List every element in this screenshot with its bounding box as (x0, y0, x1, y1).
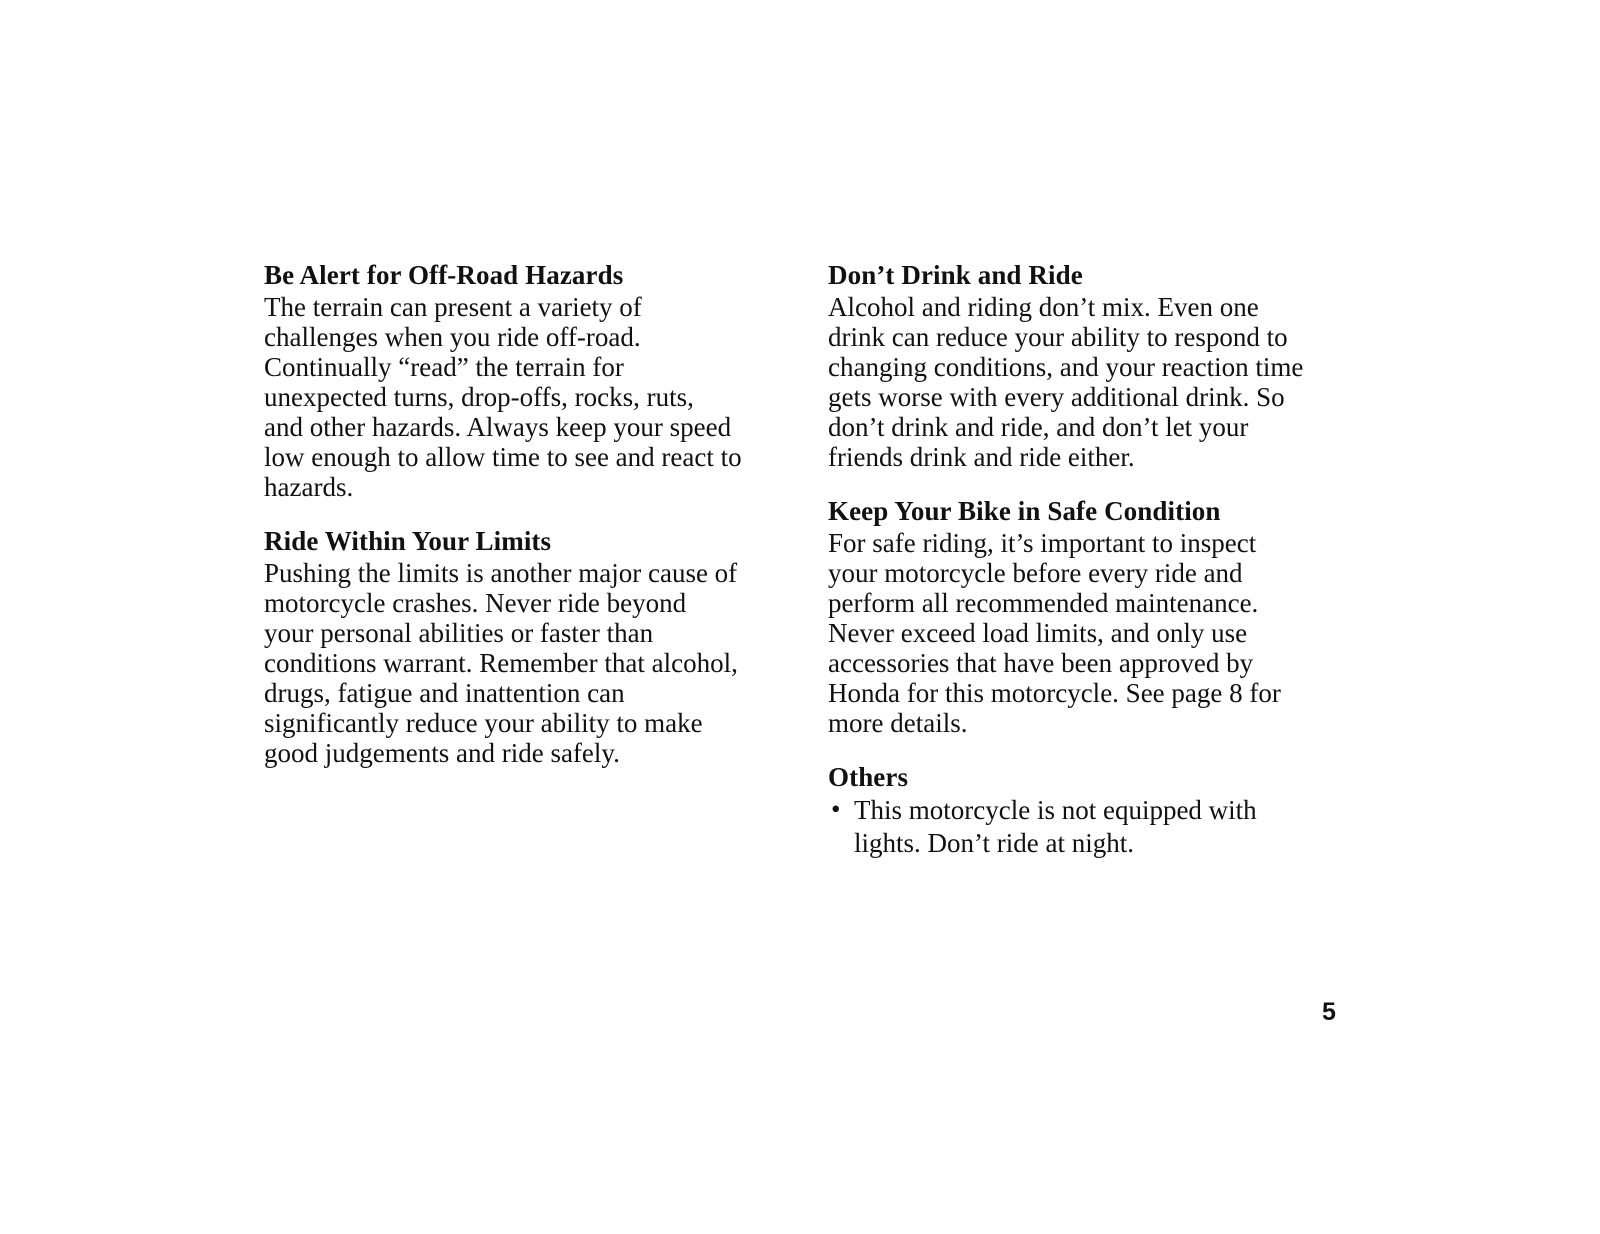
body-line: your personal abilities or faster than (264, 618, 654, 648)
left-column (264, 259, 784, 791)
body-line: good judgements and ride safely. (264, 738, 620, 768)
section-heading: Keep Your Bike in Safe Condition (828, 496, 1221, 526)
section-heading: Don’t Drink and Ride (828, 260, 1083, 290)
body-line: motorcycle crashes. Never ride beyond (264, 588, 687, 618)
body-line: friends drink and ride either. (828, 442, 1135, 472)
body-line: Pushing the limits is another major cause of (264, 558, 738, 588)
body-line: changing conditions, and your reaction time (828, 352, 1304, 382)
section-others (828, 761, 1348, 860)
body-line: drugs, fatigue and inattention can (264, 678, 625, 708)
section-heading: Ride Within Your Limits (264, 526, 552, 556)
section-safe-condition (828, 495, 1348, 738)
body-line: For safe riding, it’s important to inspect (828, 528, 1257, 558)
body-line: Honda for this motorcycle. See page 8 for (828, 678, 1281, 708)
body-line: don’t drink and ride, and don’t let your (828, 412, 1249, 442)
page-number: 5 (1322, 998, 1336, 1026)
section-heading: Others (828, 762, 909, 792)
body-line: and other hazards. Always keep your speed (264, 412, 732, 442)
section-heading: Be Alert for Off-Road Hazards (264, 260, 624, 290)
section-offroad-hazards (264, 259, 784, 502)
body-line: your motorcycle before every ride and (828, 558, 1243, 588)
right-column (828, 259, 1348, 883)
body-line: low enough to allow time to see and react to (264, 442, 742, 472)
body-line: Never exceed load limits, and only use (828, 618, 1248, 648)
body-line: The terrain can present a variety of (264, 292, 642, 322)
section-ride-within-limits (264, 525, 784, 768)
body-line: more details. (828, 708, 968, 738)
body-line: Continually “read” the terrain for (264, 352, 624, 382)
body-line: accessories that have been approved by (828, 648, 1254, 678)
body-line: drink can reduce your ability to respond to (828, 322, 1288, 352)
body-line: significantly reduce your ability to make (264, 708, 703, 738)
bullet-item (828, 794, 1348, 860)
bullet-line: This motorcycle is not equipped with (854, 795, 1257, 825)
body-line: unexpected turns, drop-offs, rocks, ruts, (264, 382, 694, 412)
body-line: hazards. (264, 472, 354, 502)
bullet-line: lights. Don’t ride at night. (854, 828, 1134, 858)
bullet-icon: • (831, 794, 841, 824)
body-line: perform all recommended maintenance. (828, 588, 1259, 618)
body-line: gets worse with every additional drink. So (828, 382, 1285, 412)
body-line: Alcohol and riding don’t mix. Even one (828, 292, 1259, 322)
section-dont-drink-and-ride (828, 259, 1348, 472)
body-line: conditions warrant. Remember that alcohol, (264, 648, 738, 678)
body-line: challenges when you ride off-road. (264, 322, 641, 352)
